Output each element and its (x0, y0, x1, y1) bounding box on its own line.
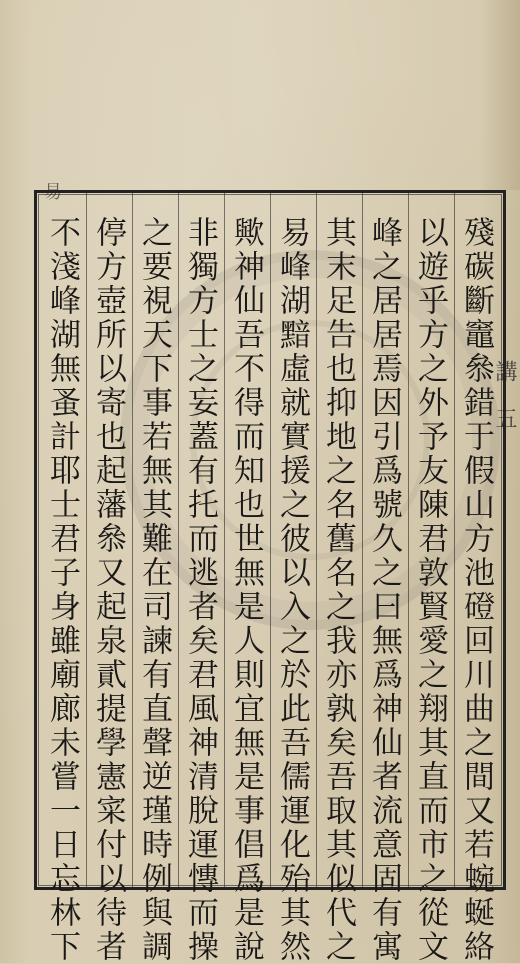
page-edge-shadow (480, 0, 520, 190)
text-column-5: 易峰湖黯虛就實援之彼以入之於此吾儒運化殆其然 (274, 216, 310, 964)
text-column-1: 殘碳斷竈叅錯于假山方池磴回川曲之間又若蜿蜒絡 (458, 216, 494, 964)
header-note: 易 (44, 182, 64, 203)
margin-note: 講 五 (492, 360, 517, 429)
text-column-8: 之要視天下事若無其難在司諫有直聲逆瑾時例與調 (136, 216, 172, 964)
text-column-6: 歟神仙吾不得而知也世無是人則宜無是事倡爲是說 (228, 216, 264, 964)
text-column-9: 停方壺所以寄也起藩叅又起泉貳提學憲寀付以待者 (90, 216, 126, 964)
text-column-3: 峰之居居焉因引爲號久之曰無爲神仙者流意固有寓 (366, 216, 402, 964)
text-column-2: 以遊乎方之外予友陳君敦賢愛之翔其直而市之從文 (412, 216, 448, 964)
text-block (40, 192, 500, 964)
text-column-4: 其末足告也抑地之名舊名之我亦孰矣吾取其似代之 (320, 216, 356, 964)
text-column-7: 非獨方士之妄蓋有托而逃者矣君風神清脫運慱而操 (182, 216, 218, 964)
text-column-10: 不淺峰湖無蚤計耶士君子身雖廟廊未嘗一日忘林下 (44, 216, 80, 964)
